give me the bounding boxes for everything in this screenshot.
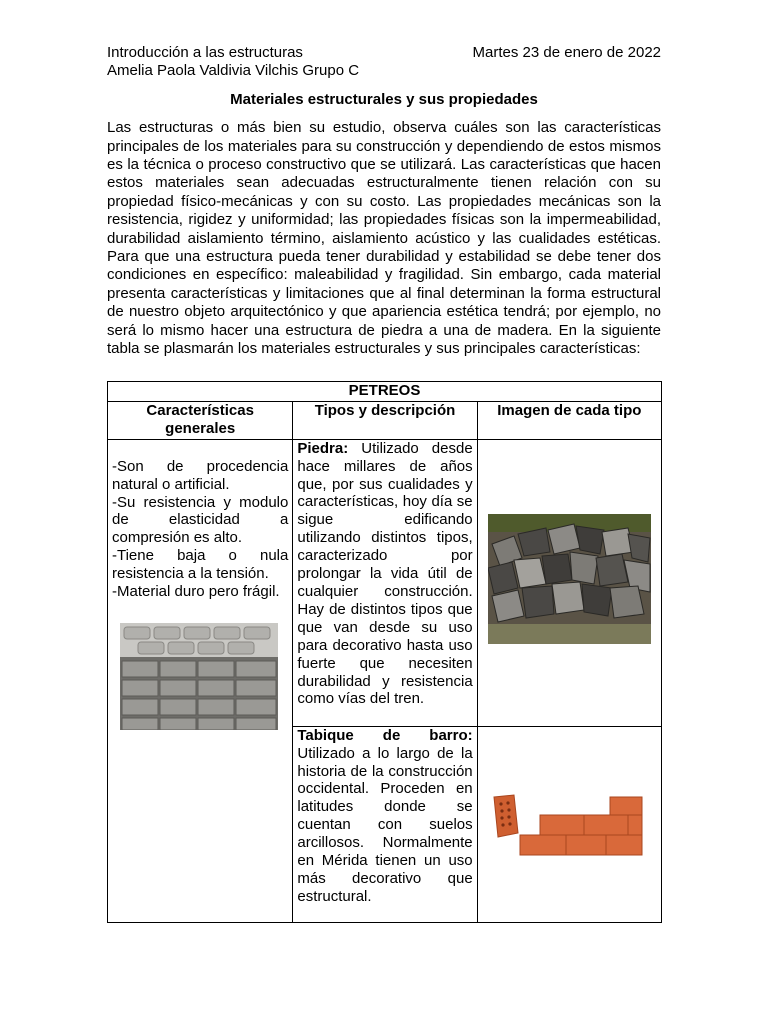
list-item: -Son de procedencia natural o artificial. [112,457,289,493]
type-cell-brick [293,726,477,922]
course-name: Introducción a las estructuras [107,44,303,61]
image-cell-brick [477,726,661,922]
type-description-brick: Utilizado a lo largo de la historia de la construcción occidental. Proceden en latitudes donde se cuentan con suelos arcillosos. Normalmente en Mérida tienen un uso más decorativo que estructural. [297,744,473,905]
list-item: -Material duro pero frágil. [112,583,280,601]
column-header-images: Imagen de cada tipo [477,401,661,439]
list-item: -Su resistencia y modulo de elasticidad a compresión es alto. [112,493,289,547]
characteristics-cell [108,439,293,922]
table-heading: PETREOS [108,382,662,402]
intro-paragraph: Las estructuras o más bien su estudio, observa cuáles son las características principales de los materiales para su construcción y dependiendo de estos mismos es la técnica o proceso constructivo que se utilizará. Las características que hacen estos materiales sean adecuadas estructuralmente tienen relación con su propiedad físico-mecánicas y con su costo. Las propiedades mecánicas son la resistencia, rigidez y uniformidad; las propiedades físicas son la impermeabilidad, durabilidad aislamiento término, aislamiento acústico y las cualidades estéticas. Para que una estructura pueda tener durabilidad y estabilidad se debe tener dos condiciones en específico: maleabilidad y fragilidad. Sin embargo, cada material presenta características y limitaciones que al final determinan la forma estructural de nuestro objeto arquitectónico y que apariencia estética tendrá; por ejemplo, no será lo mismo hacer una estructura de piedra a una de madera. En la siguiente tabla se plasmarán los materiales estructurales y sus principales características: [107,119,661,358]
document-date: Martes 23 de enero de 2022 [472,44,661,61]
clay-brick-wall-photo [492,793,644,857]
image-cell-stone [477,439,661,726]
document-page [107,44,661,359]
column-header-types: Tipos y descripción [293,401,477,439]
type-name-stone: Piedra: [297,439,349,457]
concrete-pavers-photo [120,623,278,730]
petreos-table [107,381,662,923]
list-item: -Tiene baja o nula resistencia a la tensión. [112,547,289,583]
column-header-characteristics: Características generales [108,401,293,439]
header-row [107,44,661,62]
document-title: Materiales estructurales y sus propiedades [230,90,538,108]
type-cell-stone [293,439,477,726]
stone-pile-photo [488,514,651,644]
type-name-brick: Tabique de barro: [297,726,473,744]
type-description-stone: Utilizado desde hace millares de años que, por sus cualidades y características, hoy día se sigue edificando utilizando distintos tipos, caracterizado por prolongar la vida útil de cualquier construcción. Hay de distintos tipos que que van desde su uso para decorativo hasta uso fuerte que necesiten durabilidad y resistencia como vías del tren. [297,439,473,708]
characteristics-list [112,458,288,601]
author-line: Amelia Paola Valdivia Vilchis Grupo C [107,62,360,80]
